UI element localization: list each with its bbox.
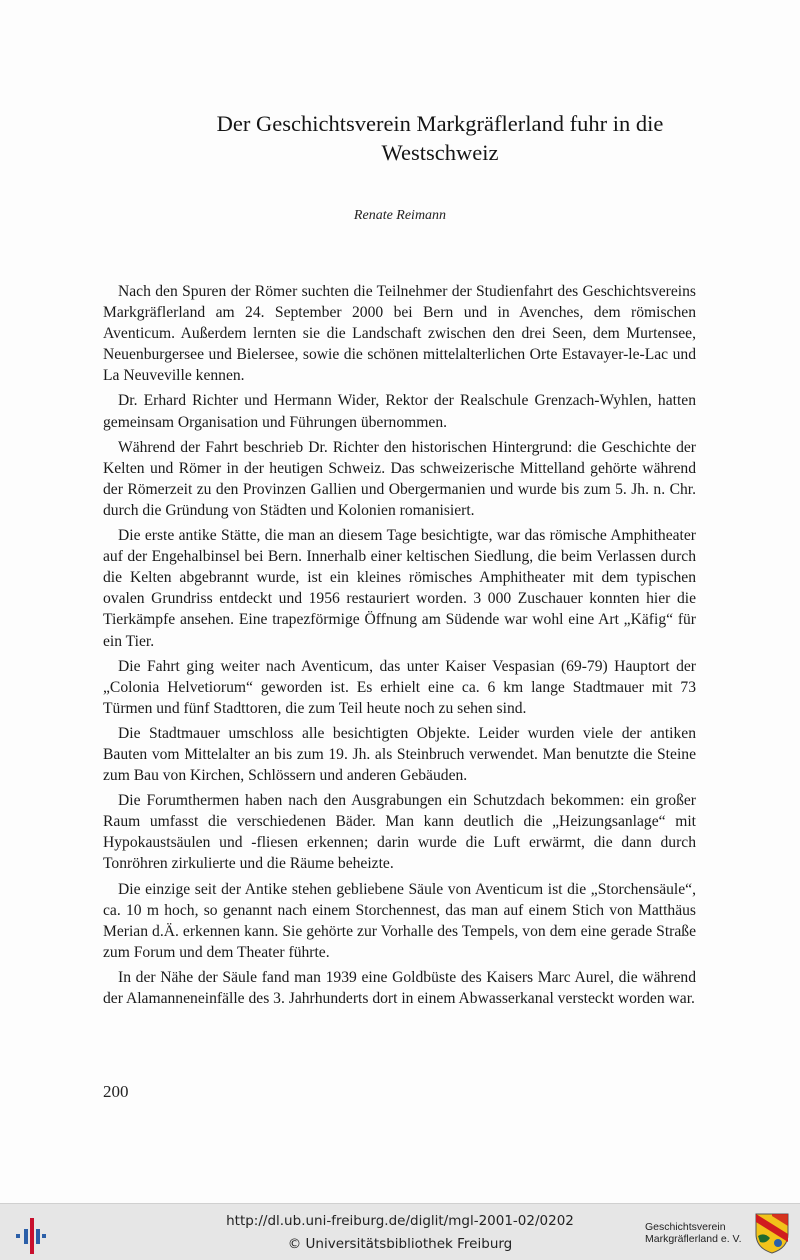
article-title xyxy=(150,109,730,167)
paragraph-1: Nach den Spuren der Römer suchten die Teilnehmer der Studienfahrt des Geschichtsvereins Markgräflerland am 24. September 2000 bei Bern und in Avenches, dem römischen Aventicum. Außerdem lernten sie die Landschaft zwischen den drei Seen, dem Murtensee, Neuenburgersee und Bielersee, sowie die schönen mittelalterlichen Orte Estavayer-le-Lac und La Neuveville kennen. xyxy=(103,283,696,385)
publisher-name-line-2: Markgräflerland e. V. xyxy=(645,1233,742,1245)
page-number: 200 xyxy=(103,1082,129,1101)
document-url-link[interactable]: http://dl.ub.uni-freiburg.de/diglit/mgl-2001-02/0202 xyxy=(226,1213,574,1229)
paragraph-7: Die Forumthermen haben nach den Ausgrabungen ein Schutzdach bekommen: ein großer Raum umfasst die verschiedenen Bäder. Man kann deutlich die „Heizungsanlage“ mit Hypokaustsäulen und -fliesen erkennen; darin wurde die Luft erwärmt, die dann durch Tonröhren zirkulierte und die Räume beheizte. xyxy=(103,792,696,873)
paragraph-2: Dr. Erhard Richter und Hermann Wider, Rektor der Realschule Grenzach-Wyhlen, hatten gemeinsam Organisation und Führungen übernommen. xyxy=(103,392,696,431)
coat-of-arms-icon xyxy=(754,1212,790,1254)
paragraph-9: In der Nähe der Säule fand man 1939 eine Goldbüste des Kaisers Marc Aurel, die während der Alamanneneinfälle des 3. Jahrhunderts dort in einem Abwasserkanal versteckt worden war. xyxy=(103,968,696,1007)
paragraph-8: Die einzige seit der Antike stehen gebliebene Säule von Aventicum ist die „Storchensäule“, ca. 10 m hoch, so genannt nach einem Storchennest, das man auf einem Stich von Matthäus Merian d.Ä. erkennen kann. Sie gehörte zur Vorhalle des Tempels, von dem eine gerade Straße zum Forum und dem Theater führte. xyxy=(103,880,696,961)
article-title-line-2: Westschweiz xyxy=(381,140,499,165)
paragraph-4: Die erste antike Stätte, die man an diesem Tage besichtigte, war das römische Amphitheater auf der Engehalbinsel bei Bern. Innerhalb einer keltischen Siedlung, die beim Verlassen durch die Kelten abgebrannt wurde, ist ein kleines römisches Amphitheater mit dem typischen ovalen Grundriss entdeckt und 1956 restauriert worden. 3 000 Zuschauer konnten hier die Tierkämpfe ansehen. Eine trapezförmige Öffnung am Südende war wohl eine Art „Käfig“ für ein Tier. xyxy=(103,527,696,650)
paragraph-3: Während der Fahrt beschrieb Dr. Richter den historischen Hintergrund: die Geschichte der Kelten und Römer in der heutigen Schweiz. Das schweizerische Mittelland gehörte während der Römerzeit zu den Provinzen Gallien und Obergermanien und wurde bis zum 5. Jh. n. Chr. durch die Gründung von Städten und Kolonien romanisiert. xyxy=(103,438,696,519)
publisher-name xyxy=(645,1221,755,1245)
article-author: Renate Reimann xyxy=(353,208,447,223)
copyright-notice: © Universitätsbibliothek Freiburg xyxy=(287,1236,513,1252)
paragraph-5: Die Fahrt ging weiter nach Aventicum, das unter Kaiser Vespasian (69-79) Hauptort der „Colonia Helvetiorum“ geworden ist. Es erhielt eine ca. 6 km lange Stadtmauer mit 73 Türmen und fünf Stadttoren, die zum Teil heute noch zu sehen sind. xyxy=(103,657,696,717)
paragraph-6: Die Stadtmauer umschloss alle besichtigten Objekte. Leider wurden viele der antiken Bauten vom Mittelalter an bis zum 19. Jh. als Steinbruch verwendet. Man benutzte die Steine zum Bau von Kirchen, Schlössern und anderen Gebäuden. xyxy=(103,724,696,785)
article-title-line-1: Der Geschichtsverein Markgräflerland fuhr in die xyxy=(216,111,664,136)
article-body xyxy=(103,281,696,1013)
publisher-name-line-1: Geschichtsverein xyxy=(645,1221,726,1233)
viewer-footer xyxy=(0,1203,800,1260)
